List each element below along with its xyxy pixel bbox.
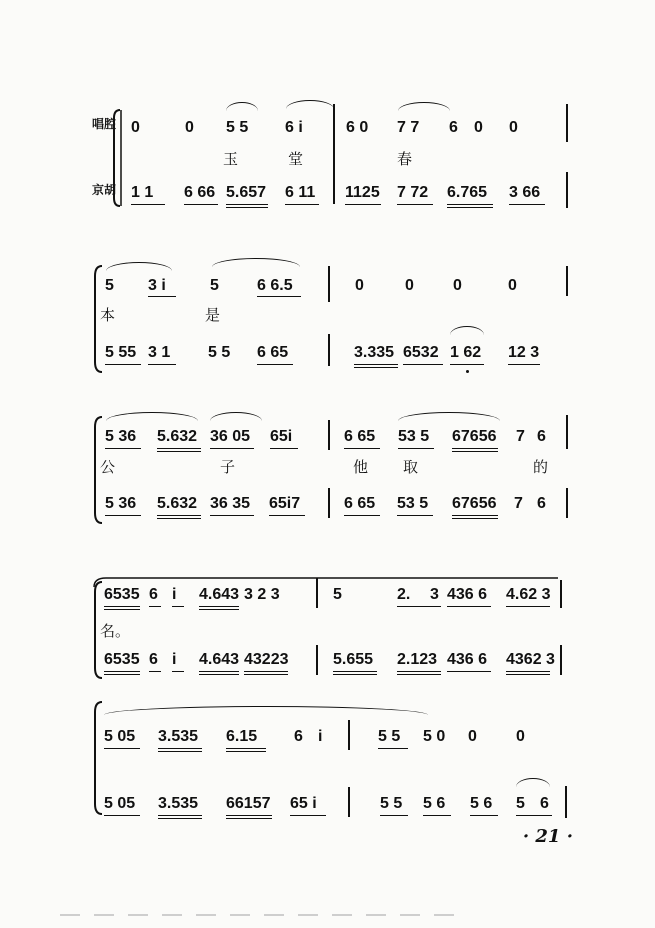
note: 436 6 <box>447 651 488 668</box>
underline <box>397 606 441 607</box>
note: 6 66 <box>184 184 216 201</box>
underline <box>104 609 140 610</box>
barline <box>316 645 318 675</box>
note: 5 0 <box>423 728 446 745</box>
note: 5 5 <box>208 344 231 361</box>
barline <box>348 787 350 817</box>
scan-artifact <box>60 914 460 916</box>
barline <box>560 580 562 608</box>
underline <box>149 606 161 607</box>
note: 5 5 <box>226 119 249 136</box>
barline <box>565 786 567 818</box>
note: 4.62 3 <box>506 586 551 603</box>
underline <box>354 364 398 365</box>
note: 5 <box>516 795 525 812</box>
note: 6 <box>449 119 458 136</box>
note: 0 <box>509 119 518 136</box>
note: 0 <box>355 277 364 294</box>
voice-row <box>0 585 655 607</box>
underline <box>172 606 184 607</box>
note: i <box>172 586 177 603</box>
note: 6 65 <box>257 344 289 361</box>
note: 6 <box>537 495 546 512</box>
underline <box>226 748 266 749</box>
note: 3 <box>430 586 439 603</box>
note: 5 <box>210 277 219 294</box>
underline <box>257 364 293 365</box>
slur <box>516 778 550 787</box>
note: 6 <box>294 728 303 745</box>
underline <box>452 451 498 452</box>
note: 1 62 <box>450 344 482 361</box>
note: 3 i <box>148 277 166 294</box>
underline <box>148 364 176 365</box>
note: 2.123 <box>397 651 438 668</box>
lyrics-row <box>0 306 655 328</box>
note: 6 i <box>285 119 303 136</box>
underline <box>131 204 165 205</box>
note: 0 <box>453 277 462 294</box>
note: 5.657 <box>226 184 267 201</box>
lyric: 玉 <box>223 150 239 168</box>
underline <box>226 751 266 752</box>
barline <box>316 578 318 608</box>
lyrics-row <box>0 458 655 480</box>
note: 6 <box>149 651 158 668</box>
slur <box>286 100 334 109</box>
barline <box>328 266 330 302</box>
note: 12 3 <box>508 344 540 361</box>
underline <box>158 818 202 819</box>
note: 36 35 <box>210 495 251 512</box>
underline <box>509 204 545 205</box>
underline <box>452 518 498 519</box>
note: 65 i <box>290 795 317 812</box>
note: 7 7 <box>397 119 420 136</box>
note: 5.655 <box>333 651 374 668</box>
lyric: 公 <box>100 458 116 476</box>
note: 5 05 <box>104 795 136 812</box>
barline <box>566 266 568 296</box>
underline <box>506 606 550 607</box>
underline <box>244 671 288 672</box>
barline <box>566 172 568 208</box>
note: 1125 <box>345 184 380 201</box>
underline <box>450 364 484 365</box>
underline <box>104 815 140 816</box>
note: 0 <box>508 277 517 294</box>
underline <box>344 515 380 516</box>
underline <box>157 515 201 516</box>
note: 1 1 <box>131 184 154 201</box>
note: 6535 <box>104 651 140 668</box>
underline <box>397 515 433 516</box>
underline <box>345 204 381 205</box>
note: 6 <box>149 586 158 603</box>
note: 0 <box>468 728 477 745</box>
slur <box>398 102 450 111</box>
note: 6 65 <box>344 495 376 512</box>
underline <box>158 751 202 752</box>
underline <box>199 609 239 610</box>
underline <box>470 815 498 816</box>
underline <box>199 671 239 672</box>
underline <box>508 364 540 365</box>
underline <box>506 671 550 672</box>
note: 5 5 <box>380 795 403 812</box>
underline <box>210 515 254 516</box>
underline <box>158 815 202 816</box>
note: 65i <box>270 428 293 445</box>
octave-dot <box>466 370 469 373</box>
underline <box>158 748 202 749</box>
note: 6 0 <box>346 119 369 136</box>
underline <box>354 367 398 368</box>
underline <box>149 671 161 672</box>
underline <box>244 674 288 675</box>
note: 67656 <box>452 495 497 512</box>
underline <box>333 671 377 672</box>
note: 3 1 <box>148 344 171 361</box>
underline <box>398 448 434 449</box>
note: 5 36 <box>105 428 137 445</box>
underline <box>226 204 268 205</box>
underline <box>344 448 380 449</box>
note: 7 <box>514 495 523 512</box>
underline <box>157 518 201 519</box>
note: 6 6.5 <box>257 277 293 294</box>
lyric: 的 <box>533 458 549 476</box>
note: 6 65 <box>344 428 376 445</box>
underline <box>199 674 239 675</box>
note: 66157 <box>226 795 271 812</box>
barline <box>560 645 562 675</box>
underline <box>447 606 491 607</box>
underline <box>184 204 218 205</box>
barline <box>566 488 568 518</box>
note: 0 <box>405 277 414 294</box>
note: 4.643 <box>199 586 240 603</box>
note: 4362 3 <box>506 651 555 668</box>
barline <box>566 104 568 142</box>
note: 5.632 <box>157 495 198 512</box>
note: 6532 <box>403 344 439 361</box>
underline <box>269 515 305 516</box>
jinghu-row <box>0 650 655 672</box>
note: 43223 <box>244 651 289 668</box>
note: 5 55 <box>105 344 137 361</box>
note: 3.535 <box>158 795 199 812</box>
lyrics-row <box>0 622 655 644</box>
underline <box>172 671 184 672</box>
note: 53 5 <box>398 428 430 445</box>
note: 6.15 <box>226 728 258 745</box>
lyric: 他 <box>353 458 369 476</box>
note: 5 6 <box>470 795 493 812</box>
underline <box>378 748 408 749</box>
underline <box>104 674 140 675</box>
underline <box>157 448 201 449</box>
underline <box>290 815 326 816</box>
underline <box>506 674 550 675</box>
barline <box>348 720 350 750</box>
note: 5 36 <box>105 495 137 512</box>
note: 3 2 3 <box>244 586 280 603</box>
barline <box>566 415 568 449</box>
lyric: 春 <box>397 150 413 168</box>
underline <box>397 674 441 675</box>
page-number: · 21 · <box>522 826 573 847</box>
lyric: 堂 <box>288 150 304 168</box>
note: 7 72 <box>397 184 429 201</box>
note: i <box>172 651 177 668</box>
underline <box>516 815 552 816</box>
underline <box>423 815 451 816</box>
note: 4.643 <box>199 651 240 668</box>
jinghu-row <box>0 183 655 205</box>
note: 53 5 <box>397 495 429 512</box>
underline <box>105 448 141 449</box>
voice-part-label: 唱腔 <box>92 117 117 131</box>
underline <box>104 606 140 607</box>
note: 0 <box>516 728 525 745</box>
slur <box>398 412 500 421</box>
slur <box>210 412 262 421</box>
barline <box>328 420 330 450</box>
note: 6 <box>537 428 546 445</box>
slur <box>106 262 172 271</box>
note: 0 <box>185 119 194 136</box>
slur <box>226 102 258 111</box>
underline <box>105 364 141 365</box>
barline <box>328 334 330 366</box>
underline <box>447 207 493 208</box>
lyric: 取 <box>403 458 419 476</box>
underline <box>270 448 298 449</box>
note: 65i7 <box>269 495 301 512</box>
underline <box>226 818 272 819</box>
note: 6 11 <box>285 184 316 201</box>
note: 0 <box>131 119 140 136</box>
underline <box>226 207 268 208</box>
underline <box>380 815 408 816</box>
note: 7 <box>516 428 525 445</box>
underline <box>226 815 272 816</box>
underline <box>104 671 140 672</box>
underline <box>333 674 377 675</box>
underline <box>452 448 498 449</box>
note: 0 <box>474 119 483 136</box>
note: 5 <box>105 277 114 294</box>
note: i <box>318 728 323 745</box>
voice-row <box>0 118 655 140</box>
underline <box>452 515 498 516</box>
underline <box>397 671 441 672</box>
slur <box>212 258 300 267</box>
jinghu-row <box>0 794 655 816</box>
underline <box>104 748 140 749</box>
slur <box>104 706 428 715</box>
underline <box>447 204 493 205</box>
slur <box>106 412 198 421</box>
lyric: 本 <box>100 306 116 324</box>
note: 2. <box>397 586 411 603</box>
underline <box>105 515 141 516</box>
note: 5 05 <box>104 728 136 745</box>
note: 5 6 <box>423 795 446 812</box>
note: 6.765 <box>447 184 488 201</box>
voice-row <box>0 727 655 749</box>
jinghu-part-label: 京胡 <box>92 183 117 197</box>
note: 5.632 <box>157 428 198 445</box>
lyric: 名。 <box>100 622 131 640</box>
note: 436 6 <box>447 586 488 603</box>
note: 6535 <box>104 586 140 603</box>
underline <box>447 671 491 672</box>
note: 3.335 <box>354 344 395 361</box>
note: 3 66 <box>509 184 541 201</box>
underline <box>157 451 201 452</box>
underline <box>285 204 319 205</box>
lyric: 子 <box>220 458 236 476</box>
note: 5 5 <box>378 728 401 745</box>
note: 36 05 <box>210 428 251 445</box>
note: 5 <box>333 586 342 603</box>
note: 3.535 <box>158 728 199 745</box>
lyrics-row <box>0 150 655 172</box>
underline <box>397 204 433 205</box>
underline <box>257 296 301 297</box>
lyric: 是 <box>205 306 221 324</box>
underline <box>199 606 239 607</box>
underline <box>210 448 254 449</box>
underline <box>148 296 176 297</box>
underline <box>403 364 443 365</box>
barline <box>328 488 330 518</box>
note: 6 <box>540 795 549 812</box>
note: 67656 <box>452 428 497 445</box>
